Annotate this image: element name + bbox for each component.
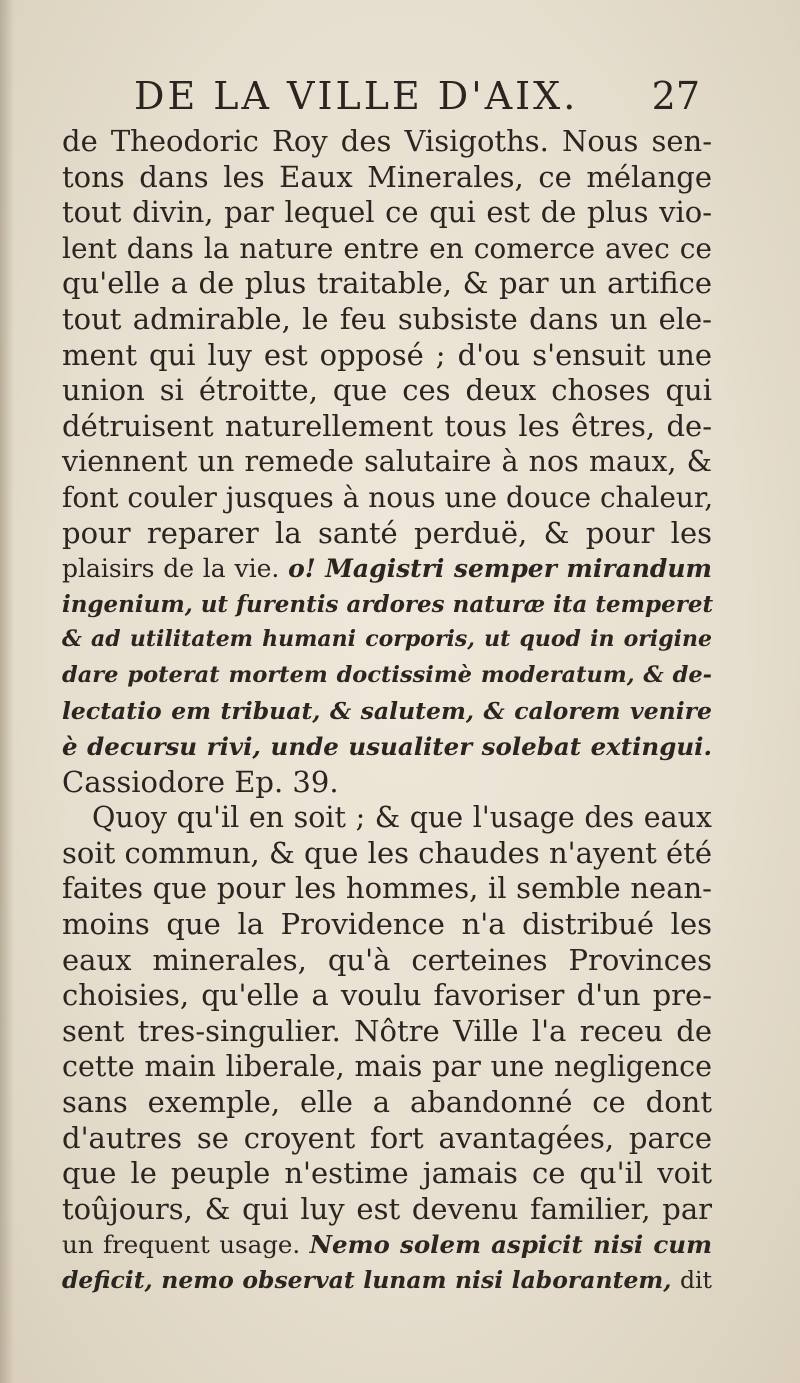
latin-quote: dare poterat mortem doctissimè moderatum, & de- xyxy=(62,661,712,688)
text-run: lent dans la nature entre en comerce avec ce xyxy=(62,231,712,265)
text-line xyxy=(62,338,712,374)
text-line xyxy=(62,836,712,872)
text-run: moins que la Providence n'a distribué les xyxy=(62,907,712,942)
text-line xyxy=(62,907,712,943)
text-line xyxy=(62,943,712,979)
latin-quote-line xyxy=(62,587,712,623)
text-line xyxy=(62,373,712,409)
text-run: font couler jusques à nous une douce chaleur, xyxy=(62,480,714,514)
text-run: tout divin, par lequel ce qui est de plus vio- xyxy=(62,195,712,230)
text-line xyxy=(62,160,712,196)
latin-quote: è decursu rivi, unde usualiter solebat extingui. xyxy=(62,732,712,762)
latin-quote: o! Magistri semper mirandum xyxy=(288,554,712,584)
text-run: détruisent naturellement tous les êtres, de- xyxy=(62,408,712,443)
page-header xyxy=(0,74,800,124)
page-gutter-shadow xyxy=(0,0,14,1383)
text-line xyxy=(62,266,712,302)
text-line xyxy=(62,800,712,836)
text-run: qu'elle a de plus traitable, & par un artifice xyxy=(62,266,712,301)
text-run: dit xyxy=(679,1266,712,1294)
text-run: un frequent usage. xyxy=(62,1230,310,1260)
text-run: tons dans les Eaux Minerales, ce mélange xyxy=(62,159,712,194)
running-title: DE LA VILLE D'AIX. xyxy=(134,74,579,118)
latin-quote: & ad utilitatem humani corporis, ut quod in origine xyxy=(62,626,712,653)
text-line xyxy=(62,1263,712,1299)
text-run: pour reparer la santé perduë, & pour les xyxy=(62,515,712,550)
text-run: ment qui luy est opposé ; d'ou s'ensuit une xyxy=(62,337,712,372)
text-line xyxy=(62,516,712,552)
text-run: cette main liberale, mais par une negligence xyxy=(62,1050,712,1084)
latin-quote-line xyxy=(62,694,712,730)
text-line xyxy=(62,302,712,338)
latin-quote: lectatio em tribuat, & salutem, & calorem venire xyxy=(62,696,712,725)
text-line xyxy=(62,1121,712,1157)
text-line xyxy=(62,231,712,267)
text-run: que le peuple n'estime jamais ce qu'il voit xyxy=(62,1156,712,1191)
text-line xyxy=(62,409,712,445)
text-run: de Theodoric Roy des Visigoths. Nous sen- xyxy=(62,124,712,158)
latin-quote-line xyxy=(62,729,712,765)
page-number: 27 xyxy=(651,74,700,118)
latin-quote: ingenium, ut furentis ardores naturæ ita temperet xyxy=(62,590,714,618)
text-run: viennent un remede salutaire à nos maux, & xyxy=(62,445,712,479)
text-run: soit commun, & que les chaudes n'ayent été xyxy=(62,835,712,870)
latin-quote-line xyxy=(62,658,712,694)
text-line xyxy=(62,871,712,907)
text-line xyxy=(62,1085,712,1121)
text-line xyxy=(62,124,712,160)
text-run: union si étroitte, que ces deux choses qui xyxy=(62,373,712,408)
text-line xyxy=(62,978,712,1014)
citation-line xyxy=(62,765,712,801)
latin-quote-line xyxy=(62,622,712,658)
text-line xyxy=(62,480,712,516)
text-run: plaisirs de la vie. xyxy=(62,554,289,584)
text-line xyxy=(62,1156,712,1192)
text-line xyxy=(62,1192,712,1228)
text-run: eaux minerales, qu'à certeines Provinces xyxy=(62,942,712,977)
text-line xyxy=(62,551,712,587)
text-run: d'autres se croyent fort avantagées, parce xyxy=(62,1120,712,1155)
citation: Cassiodore Ep. 39. xyxy=(62,764,339,799)
text-run: Quoy qu'il en soit ; & que l'usage des eaux xyxy=(92,801,712,835)
text-line xyxy=(62,1014,712,1050)
text-run: sans exemple, elle a abandonné ce dont xyxy=(62,1085,712,1120)
text-line xyxy=(62,195,712,231)
text-run: faites que pour les hommes, il semble nean- xyxy=(62,871,712,906)
latin-quote: deficit, nemo observat lunam nisi laborantem, xyxy=(62,1266,680,1294)
latin-quote: Nemo solem aspicit nisi cum xyxy=(309,1230,713,1260)
text-run: toûjours, & qui luy est devenu familier, par xyxy=(62,1191,712,1226)
text-run: choisies, qu'elle a voulu favoriser d'un pre- xyxy=(62,978,712,1013)
text-line xyxy=(62,444,712,480)
text-line xyxy=(62,1227,712,1263)
text-run: tout admirable, le feu subsiste dans un ele- xyxy=(62,301,712,336)
text-run: sent tres-singulier. Nôtre Ville l'a receu de xyxy=(62,1013,712,1048)
text-line xyxy=(62,1049,712,1085)
body-text xyxy=(62,124,712,1299)
